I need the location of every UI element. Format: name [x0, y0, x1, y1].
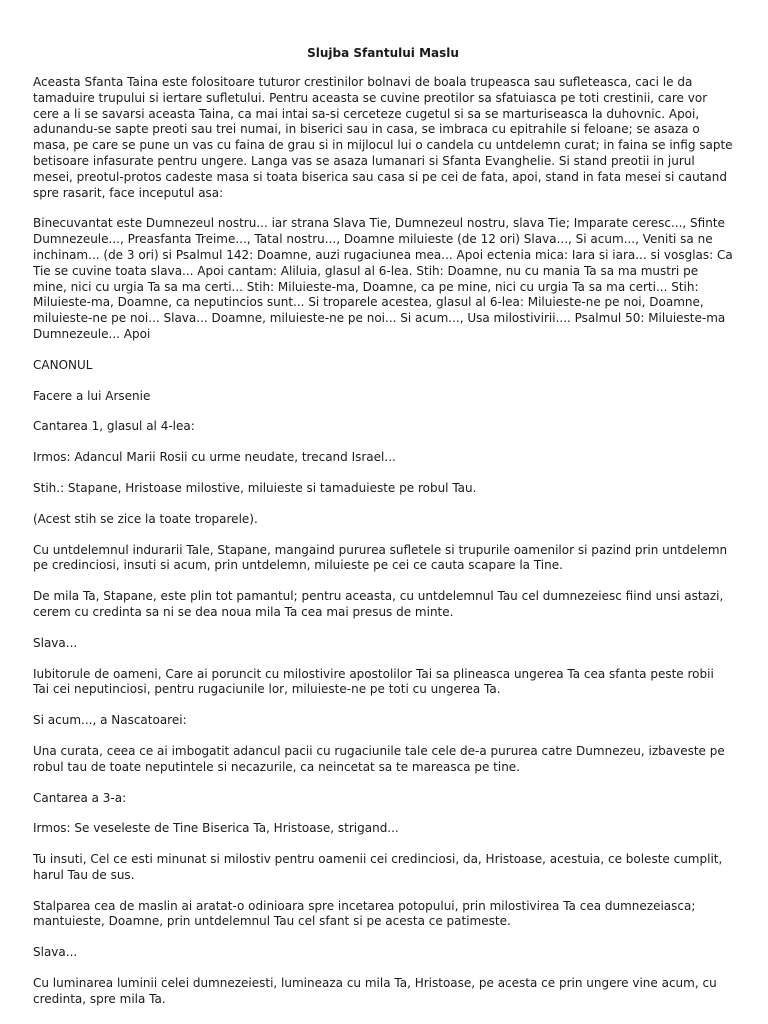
paragraph-beginning: Binecuvantat este Dumnezeul nostru... iar strana Slava Tie, Dumnezeul nostru, slava Tie; Imparate ceresc..., Sfinte Dumnezeule..., Preasfanta Treime..., Tatal nostru..., Doamne miluieste (de 12 ori) Slava..., Si acum..., Veniti sa ne inchinam... (de 3 ori) si Psalmul 142: Doamne, auzi rugaciunea mea... Apoi ectenia mica: Iara si iara... si vosglas: Ca Tie se cuvine toata slava... Apoi cantam: Aliluia, glasul al 6-lea. Stih: Doamne, nu cu mania Ta sa ma mustri pe mine, nici cu urgia Ta sa ma certi... Stih: Miluieste-ma, Doamne, ca pe mine, nici cu urgia Ta sa ma certi... Stih: Miluieste-ma, Doamne, ca neputincios sunt... Si troparele acestea, glasul al 6-lea: Miluieste-ne pe noi, Doamne, miluieste-ne pe noi... Slava... Doamne, miluieste-ne pe noi... Si acum..., Usa milostivirii.... Psalmul 50: Miluieste-ma Dumnezeule... Apoi [33, 216, 733, 341]
theotokion-paragraph: Una curata, ceea ce ai imbogatit adancul pacii cu rugaciunile tale cele de-a pururea catre Dumnezeu, izbaveste pe robul tau de toate neputintele si necazurile, ca neincetat sa te mareasca pe tine. [33, 743, 725, 774]
troparion-paragraph: Stalparea cea de maslin ai aratat-o odinioara spre incetarea potopului, prin milostivirea Ta cea dumnezeiasca; mantuieste, Doamne, prin untdelemnul Tau cel sfant si pe acesta ce patimeste. [33, 898, 696, 929]
document-page [33, 45, 733, 1023]
verse-line: Stih.: Stapane, Hristoase milostive, miluieste si tamaduieste pe robul Tau. [33, 480, 477, 495]
paragraph-intro: Aceasta Sfanta Taina este folositoare tuturor crestinilor bolnavi de boala trupeasca sau sufleteasca, caci le da tamaduire trupului si iertare sufletului. Pentru aceasta se cuvine preotilor sa sfatuiasca pe toti crestinii, care vor cere a li se savarsi aceasta Taina, ca mai intai sa-si cerceteze cugetul si sa se marturiseasca la duhovnic. Apoi, adunandu-se sapte preoti sau trei numai, in biserici sau in casa, se imbraca cu epitrahile si feloane; se asaza o masa, pe care se pune un vas cu faina de grau si in mijlocul lui o candela cu untdelemn curat; in faina se infig sapte betisoare infasurate pentru ungere. Langa vas se asaza lumanari si Sfanta Evanghelie. Si stand preotii in jurul mesei, preotul-protos cadeste masa si toata biserica sau casa si pe cei de fata, apoi, stand in fata mesei si cautand spre rasarit, face inceputul asa: [33, 75, 733, 200]
glory-line: Slava... [33, 635, 78, 650]
troparion-paragraph: Iubitorule de oameni, Care ai poruncit cu milostivire apostolilor Tai sa plineasca ungerea Ta cea sfanta peste robii Tai cei neputinciosi, pentru rugaciunile lor, miluieste-ne pe toti cu ungerea Ta. [33, 666, 714, 697]
troparion-paragraph: Tu insuti, Cel ce esti minunat si milostiv pentru oamenii cei credinciosi, da, Hristoase, acestuia, ce boleste cumplit, harul Tau de sus. [33, 852, 723, 882]
rubric-note: (Acest stih se zice la toate troparele). [33, 511, 258, 526]
document-title: Slujba Sfantului Maslu [307, 46, 459, 60]
section-heading-canon: CANONUL [33, 357, 93, 372]
glory-line: Slava... [33, 945, 78, 960]
troparion-paragraph: Cu untdelemnul indurarii Tale, Stapane, mangaind pururea sufletele si trupurile oamenilor si pazind prin untdelemn pe credinciosi, insuti si acum, prin untdelemn, miluieste pe cei ce cauta scapare la Tine. [33, 542, 728, 573]
troparion-paragraph: Cu luminarea luminii celei dumnezeiesti, lumineaza cu mila Ta, Hristoase, pe acesta ce prin ungere vine acum, cu credinta, spre mila Ta. [33, 976, 717, 1006]
irmos-line-3: Irmos: Se veseleste de Tine Biserica Ta, Hristoase, strigand... [33, 821, 399, 836]
troparion-paragraph: De mila Ta, Stapane, este plin tot pamantul; pentru aceasta, cu untdelemnul Tau cel dumnezeiesc fiind unsi astazi, cerem cu credinta sa ni se dea noua mila Ta cea mai presus de minte. [33, 589, 724, 619]
ode-heading-3: Cantarea a 3-a: [33, 790, 127, 805]
irmos-line-1: Irmos: Adancul Marii Rosii cu urme neudate, trecand Israel... [33, 450, 396, 465]
author-line: Facere a lui Arsenie [33, 388, 151, 403]
theotokion-heading: Si acum..., a Nascatoarei: [33, 713, 187, 728]
ode-heading-1: Cantarea 1, glasul al 4-lea: [33, 419, 195, 434]
